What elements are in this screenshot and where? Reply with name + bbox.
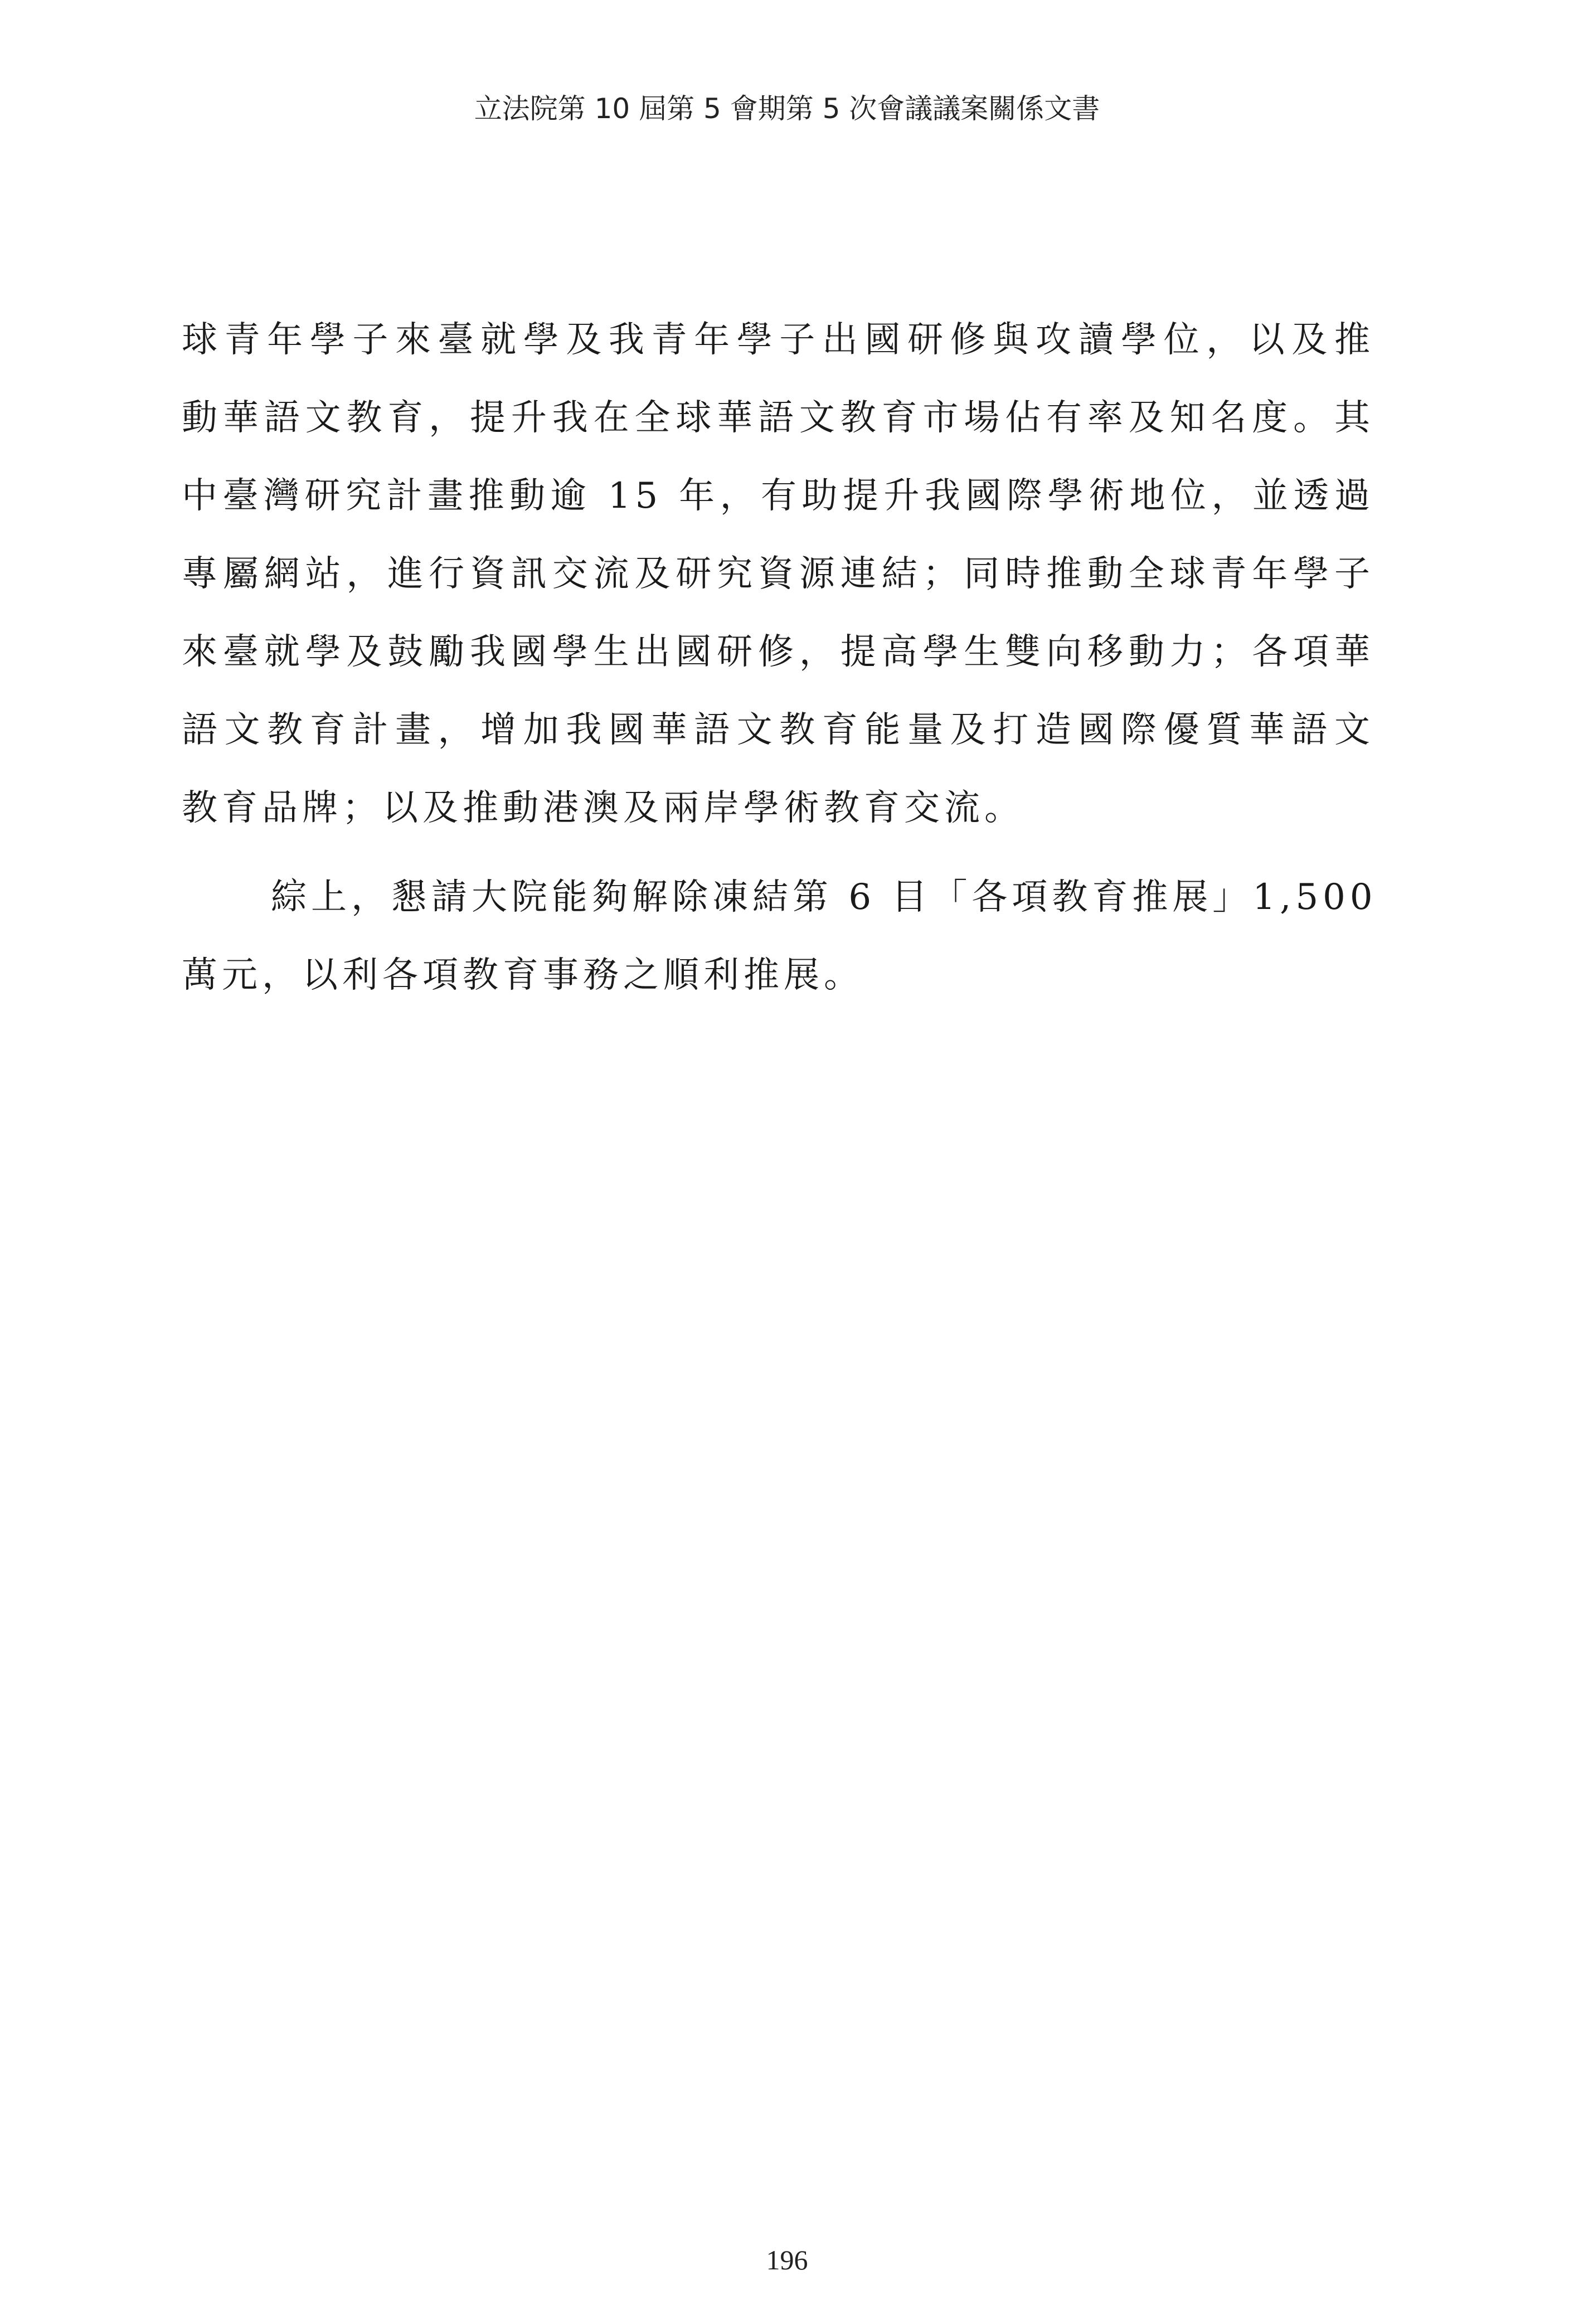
text-line: 專屬網站，進行資訊交流及研究資源連結；同時推動全球青年學子 [182, 553, 1374, 595]
text-line: 中臺灣研究計畫推動逾 15 年，有助提升我國際學術地位，並透過 [182, 475, 1374, 517]
text-line: 動華語文教育，提升我在全球華語文教育市場佔有率及知名度。其 [182, 397, 1374, 439]
text-line: 綜上，懇請大院能夠解除凍結第 6 目「各項教育推展」1,500 [271, 877, 1377, 918]
paragraph-spacer [182, 847, 1374, 858]
running-header: 立法院第 10 屆第 5 會期第 5 次會議議案關係文書 [474, 93, 1100, 125]
text-line: 教育品牌；以及推動港澳及兩岸學術教育交流。 [182, 787, 1024, 829]
text-line: 語文教育計畫，增加我國華語文教育能量及打造國際優質華語文 [182, 709, 1374, 751]
paragraph-1 [182, 301, 1374, 847]
text-line: 球青年學子來臺就學及我青年學子出國研修與攻讀學位，以及推 [182, 319, 1374, 361]
text-line: 來臺就學及鼓勵我國學生出國研修，提高學生雙向移動力；各項華 [182, 631, 1374, 673]
text-line: 萬元，以利各項教育事務之順利推展。 [182, 955, 864, 996]
paragraph-2 [182, 858, 1377, 1014]
page-number: 196 [766, 2244, 808, 2276]
body-text [182, 301, 1377, 1014]
